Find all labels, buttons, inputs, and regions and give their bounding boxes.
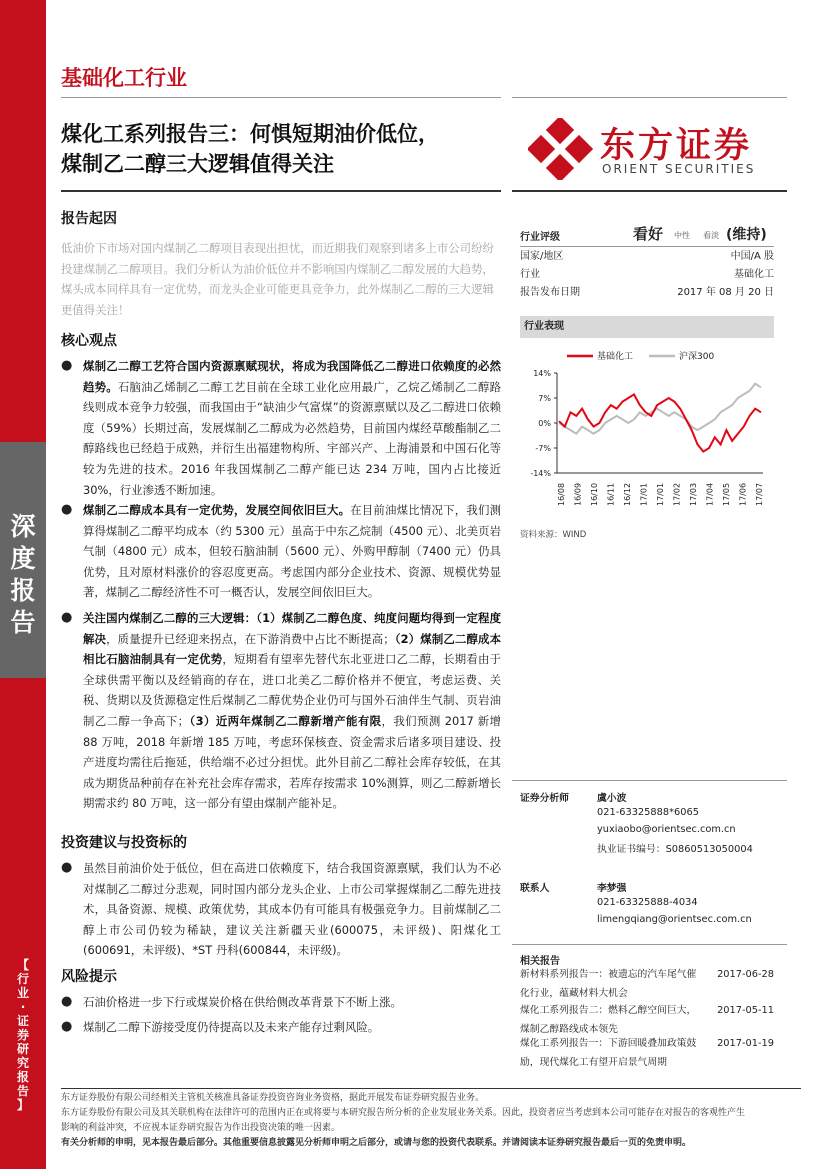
industry-performance-chart [515, 345, 777, 520]
analyst-phone: 021-63325888*6065 [597, 807, 699, 818]
rating-option: 中性 [674, 231, 690, 240]
x-tick-label: 17/07 [755, 482, 764, 506]
rating-status: (维持) [726, 227, 767, 243]
y-tick-label: -14% [530, 469, 551, 478]
contact-name: 李梦强 [597, 883, 627, 894]
related-report-1[interactable]: 新材料系列报告一：被遗忘的汽车尾气催 化行业，蕴藏材料大机会 2017-06-28 [520, 969, 774, 999]
divider [61, 97, 501, 98]
side-label-char: 深 [10, 512, 36, 541]
divider [512, 190, 787, 192]
contact-email: limengqiang@orientsec.com.cn [597, 914, 752, 925]
divider [512, 780, 787, 781]
side-small-label: 【 行 业 · 证 券 研 究 报 告 】 [16, 958, 29, 1112]
risk-bullet-1: ● 石油价格进一步下行或煤炭价格在供给侧改革背景下不断上涨。 [61, 992, 501, 1013]
core-bullet-1: ● 煤制乙二醇工艺符合国内资源禀赋现状，将成为我国降低乙二醇进口依赖度的必然趋势。石脑油乙烯制乙二醇工艺目前在全球工业化应用最广，乙烷乙烯制乙二醇路线则成本竞争力较强，而我国由于“缺油少气富煤”的资源禀赋以及乙二醇进口依赖度（59%）长期过高，发展煤制乙二醇成为必然趋势，目前国内煤经草酸酯制乙二醇路线也已经趋于成熟，并衍生出福建物构所、宇部兴产、上海浦景和中国石化等较为先进的技术。2016 年我国煤制乙二醇产能已达 234 万吨，国内占比接近30%，行业渗透不断加速。 [61, 358, 501, 497]
divider [512, 97, 787, 98]
rating-value: 看好 [633, 225, 664, 243]
divider [512, 944, 787, 945]
contact-phone: 021-63325888-4034 [597, 897, 698, 908]
core-bullet-2: ● 煤制乙二醇成本具有一定优势，发展空间依旧巨大。在目前油煤比情况下，我们测算得煤制乙二醇平均成本（约 5300 元）虽高于中东乙烷制（4500 元）、北美页岩气制（4800 元）成本，但较石脑油制（5600 元）、外购甲醇制（7400 元）仍具优势，且对原材料涨价的容忍度更高。考虑国内部分企业技术、资源、规模优势显著，煤制乙二醇经济性不可一概否认，发展空间依旧巨大。 [61, 502, 501, 600]
bullet-icon: ● [61, 860, 73, 875]
core-bullet-3: ● 关注国内煤制乙二醇的三大逻辑：（1）煤制乙二醇色度、纯度问题均得到一定程度解决，质量提升已经迎来拐点，在下游消费中占比不断提高；（2）煤制乙二醇成本相比石脑油制具有一定优势，短期看有望率先替代东北亚进口乙二醇，长期看由于全球供需平衡以及经销商的存在，进口北美乙二醇价格并不便宜，考虑运费、关税、货期以及货源稳定性后煤制乙二醇优势企业仍可与国外石油伴生气制、页岩油制乙二醇一争高下；（3）近两年煤制乙二醇新增产能有限，我们预测 2017 新增 88 万吨，2018 年新增 185 万吨，考虑环保核查、资金需求后诸多项目建设、投产进度均需往后拖延，供给端不必过分担忧。此外目前乙二醇社会库存较低，在其成为期货品种前存在补充社会库存需求，若库存按需求 10%测算，则乙二醇新增长期需求约 80 万吨，这一部分有望由煤制产能补足。 [61, 610, 501, 811]
section-heading-origin: 报告起因 [61, 211, 117, 227]
footer-disclaimer: 东方证券股份有限公司经相关主管机关核准具备证券投资咨询业务资格，据此开展发布证券研究报告业务。 东方证券股份有限公司及其关联机构在法律许可的范围内正在或将要与本研究报告所分析的企业发展业务关系。因此，投资者应当考虑到本公司可能存在对报告的客观性产生 影响的利益冲突，不应视本证券研究报告为作出投资决策的唯一因素。 有关分析师的申明，见本报告最后部分。其他重要信息披露见分析师申明之后部分，或请与您的投资代表联系。并请阅读本证券研究报告最后一页的免责申明。 [61, 1093, 746, 1148]
legend-label: 沪深300 [679, 352, 715, 362]
related-report-2[interactable]: 煤化工系列报告二：燃料乙醇空间巨大， 煤制乙醇路线成本领先 2017-05-11 [520, 1005, 774, 1035]
date-row: 报告发布日期 2017 年 08 月 20 日 [520, 287, 774, 298]
related-report-3[interactable]: 煤化工系列报告一：下游回暖叠加政策鼓 励，现代煤化工有望开启景气周期 2017-01-19 [520, 1038, 774, 1068]
x-tick-label: 17/02 [672, 482, 682, 506]
footer-divider [61, 1088, 801, 1089]
logo-english: ORIENT SECURITIES [602, 162, 756, 176]
chart-source: 资料来源：WIND [520, 530, 587, 540]
rating-option: 看淡 [703, 231, 719, 240]
industry-performance-header: 行业表现 [520, 316, 774, 338]
x-tick-label: 17/01 [656, 482, 665, 506]
analyst-email: yuxiaobo@orientsec.com.cn [597, 824, 736, 835]
side-label-char: 报 [10, 576, 36, 605]
invest-bullet: ● 虽然目前油价处于低位，但在高进口依赖度下，结合我国资源禀赋，我们认为不必对煤制乙二醇过分悲观，同时国内部分龙头企业、上市公司掌握煤制乙二醇先进技术，具备资源、规模、政策优势，其成本仍有可能具有极强竞争力。目前煤制乙二醇上市公司仍较为稀缺，建议关注新疆天业(600075，未评级)、阳煤化工(600691，未评级)、*ST 丹科(600844，未评级)。 [61, 860, 501, 958]
y-tick-label: 7% [538, 394, 551, 403]
x-tick-label: 17/03 [689, 482, 698, 506]
x-tick-label: 17/05 [722, 482, 731, 506]
x-tick-label: 16/08 [557, 482, 566, 506]
report-title: 煤化工系列报告三：何惧短期油价低位， 煤制乙二醇三大逻辑值得关注 [61, 122, 439, 176]
analyst-name: 虞小波 [597, 793, 627, 804]
divider [61, 190, 501, 192]
analyst-block: 证券分析师 虞小波 021-63325888*6065 yuxiaobo@orientsec.com.cn 执业证书编号：S0860513050004 [520, 790, 780, 860]
series-line [559, 394, 761, 451]
x-tick-label: 16/11 [606, 482, 616, 506]
origin-text: 低油价下市场对国内煤制乙二醇项目表现出担忧，而近期我们观察到诸多上市公司纷纷投建煤制乙二醇项目。我们分析认为油价低位并不影响国内煤制乙二醇发展的大趋势，煤头成本同样具有一定优势，而龙头企业可能更具竞争力，此外煤制乙二醇的三大逻辑更值得关注！ [61, 241, 494, 317]
series-line [559, 384, 761, 434]
side-label-char: 度 [10, 544, 36, 573]
y-tick-label: -7% [535, 444, 551, 453]
y-tick-label: 0% [538, 419, 551, 428]
x-tick-label: 16/10 [590, 482, 599, 506]
bullet-icon: ● [61, 610, 73, 625]
section-heading-core: 核心观点 [61, 333, 117, 349]
rating-label: 行业评级 [520, 232, 560, 243]
section-heading-risk: 风险提示 [61, 969, 117, 985]
bullet-icon: ● [61, 994, 73, 1009]
bullet-icon: ● [61, 502, 73, 517]
x-tick-label: 16/12 [623, 482, 632, 506]
x-tick-label: 17/04 [705, 482, 715, 506]
rating-row [520, 225, 774, 245]
bullet-icon: ● [61, 358, 73, 373]
company-logo-icon [528, 118, 594, 180]
logo-text: 东方证券 [600, 126, 753, 166]
bullet-icon: ● [61, 1019, 73, 1034]
risk-bullet-2: ● 煤制乙二醇下游接受度仍待提高以及未来产能存过剩风险。 [61, 1017, 501, 1038]
related-reports-heading: 相关报告 [520, 956, 560, 967]
contact-block: 联系人 李梦强 021-63325888-4034 limengqiang@orientsec.com.cn [520, 880, 780, 932]
industry-row: 行业 基础化工 [520, 269, 774, 280]
sector-title: 基础化工行业 [61, 66, 187, 90]
country-row: 国家/地区 中国/A 股 [520, 251, 774, 262]
y-tick-label: 14% [533, 369, 551, 378]
x-tick-label: 17/01 [639, 482, 649, 506]
side-label-char: 告 [10, 608, 36, 637]
section-heading-invest: 投资建议与投资标的 [61, 835, 187, 851]
x-tick-label: 17/06 [738, 482, 748, 506]
legend-label: 基础化工 [597, 352, 634, 362]
divider [520, 246, 774, 247]
x-tick-label: 16/09 [573, 482, 583, 506]
analyst-cert: 执业证书编号：S0860513050004 [597, 844, 753, 855]
